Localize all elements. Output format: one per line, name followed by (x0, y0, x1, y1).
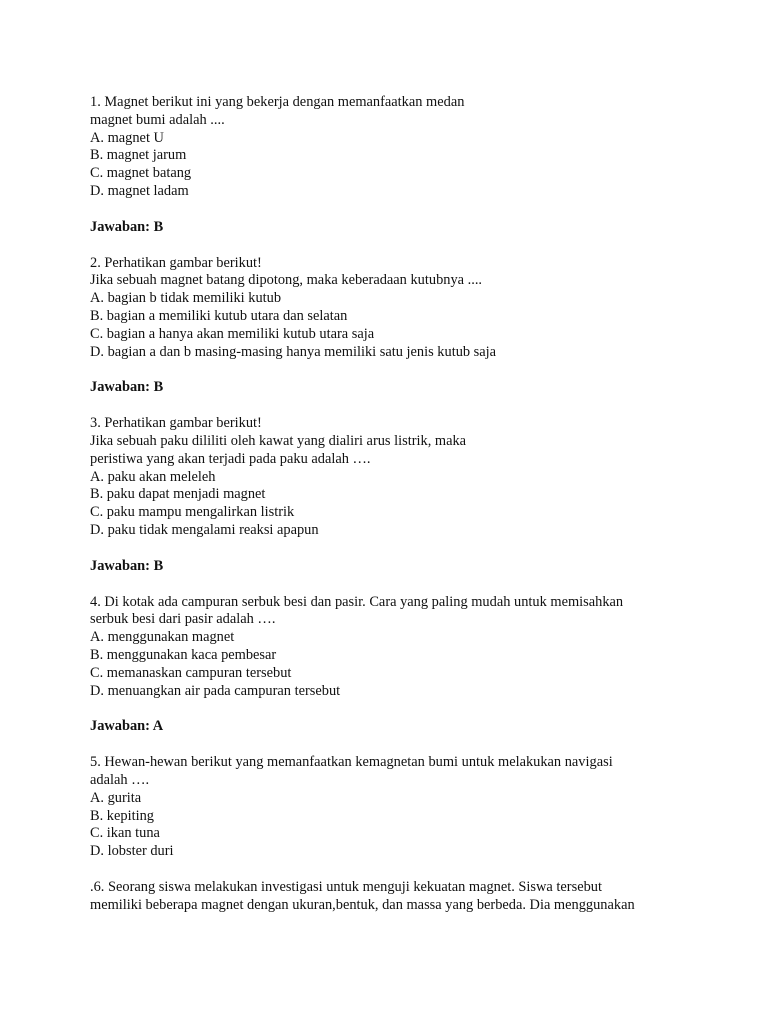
option-a: A. bagian b tidak memiliki kutub (90, 290, 282, 307)
option-d: D. lobster duri (90, 843, 174, 860)
option-b: B. paku dapat menjadi magnet (90, 486, 266, 503)
question-text: peristiwa yang akan terjadi pada paku adalah …. (90, 450, 371, 467)
answer-key: Jawaban: B (90, 557, 164, 574)
answer-key: Jawaban: B (90, 218, 164, 235)
question-text: Jika sebuah paku dililiti oleh kawat yang dialiri arus listrik, maka (90, 432, 467, 449)
question-5 (90, 754, 710, 861)
question-text: 2. Perhatikan gambar berikut! (90, 254, 262, 271)
option-d: D. menuangkan air pada campuran tersebut (90, 682, 341, 699)
document-page (90, 94, 710, 914)
question-text: magnet bumi adalah .... (90, 111, 225, 128)
question-4 (90, 594, 710, 701)
question-text: .6. Seorang siswa melakukan investigasi untuk menguji kekuatan magnet. Siswa tersebut (90, 878, 602, 895)
option-b: B. magnet jarum (90, 147, 187, 164)
question-text: 1. Magnet berikut ini yang bekerja dengan memanfaatkan medan (90, 94, 465, 110)
question-2 (90, 255, 710, 362)
option-c: C. paku mampu mengalirkan listrik (90, 504, 295, 521)
option-c: C. memanaskan campuran tersebut (90, 664, 292, 681)
option-d: D. paku tidak mengalami reaksi apapun (90, 521, 319, 538)
question-6 (90, 879, 710, 915)
question-3 (90, 415, 710, 540)
question-text: memiliki beberapa magnet dengan ukuran,bentuk, dan massa yang berbeda. Dia menggunakan (90, 896, 635, 913)
option-c: C. magnet batang (90, 165, 192, 182)
option-b: B. bagian a memiliki kutub utara dan selatan (90, 307, 348, 324)
option-b: B. kepiting (90, 807, 154, 824)
question-text: adalah …. (90, 771, 150, 788)
option-a: A. paku akan meleleh (90, 468, 216, 485)
answer-key: Jawaban: B (90, 379, 164, 396)
question-1 (90, 94, 710, 201)
question-text: 5. Hewan-hewan berikut yang memanfaatkan kemagnetan bumi untuk melakukan navigasi (90, 754, 613, 771)
option-c: C. ikan tuna (90, 825, 160, 842)
option-d: D. bagian a dan b masing-masing hanya memiliki satu jenis kutub saja (90, 343, 497, 360)
question-text: Jika sebuah magnet batang dipotong, maka keberadaan kutubnya .... (90, 272, 483, 289)
question-text: 4. Di kotak ada campuran serbuk besi dan pasir. Cara yang paling mudah untuk memisahkan (90, 593, 624, 610)
option-a: A. menggunakan magnet (90, 629, 235, 646)
option-b: B. menggunakan kaca pembesar (90, 646, 277, 663)
option-a: A. magnet U (90, 129, 164, 146)
question-text: serbuk besi dari pasir adalah …. (90, 611, 276, 628)
option-a: A. gurita (90, 789, 142, 806)
question-text: 3. Perhatikan gambar berikut! (90, 415, 262, 432)
answer-key: Jawaban: A (90, 718, 164, 735)
option-d: D. magnet ladam (90, 182, 189, 199)
option-c: C. bagian a hanya akan memiliki kutub utara saja (90, 325, 375, 342)
